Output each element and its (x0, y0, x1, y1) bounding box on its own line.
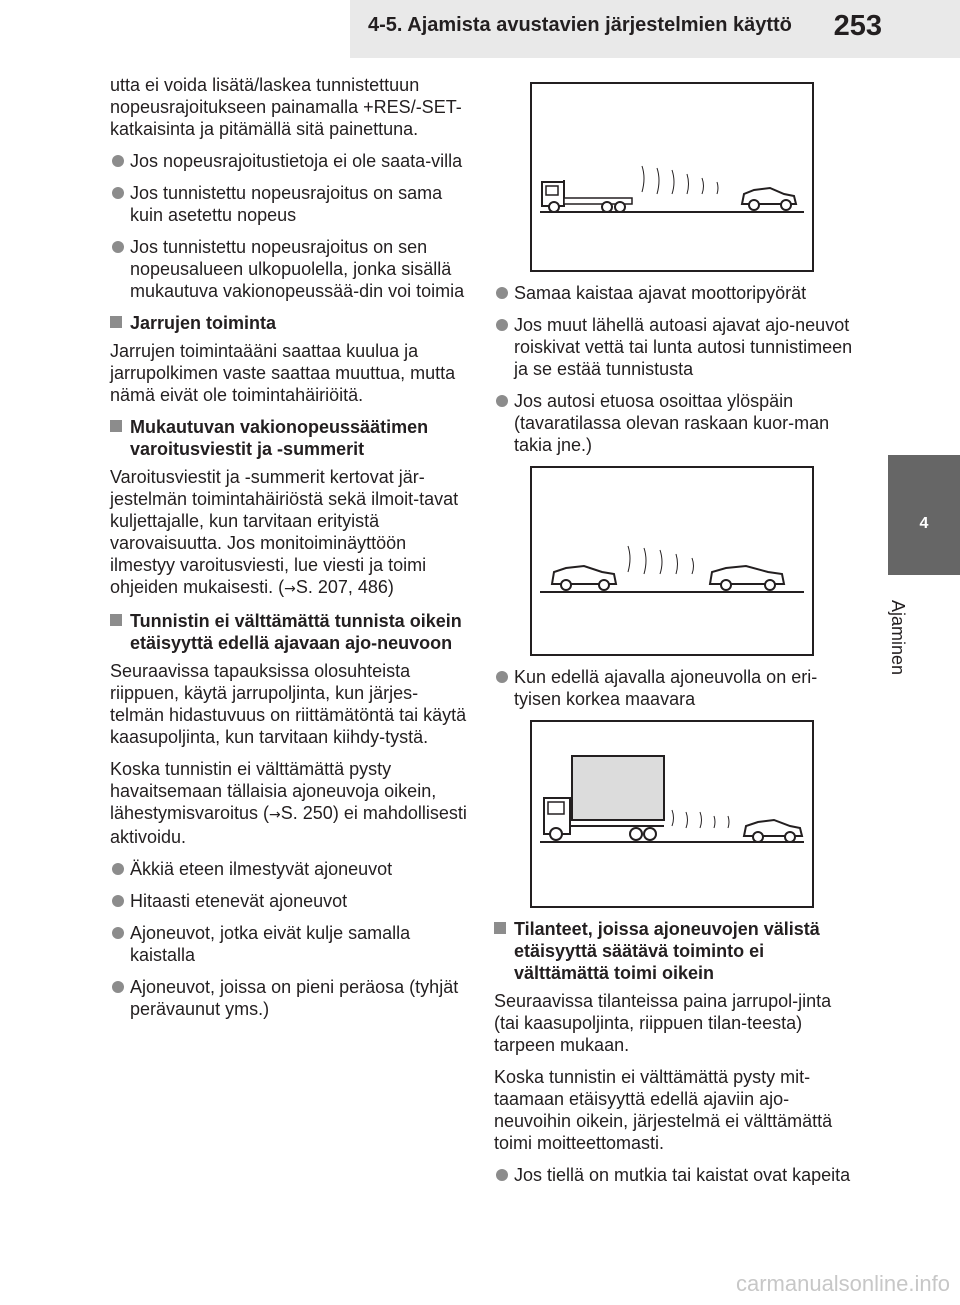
warnings-text: Varoitusviestit ja -summerit kertovat jär-jestelmän toimintahäiriöstä sekä ilmoit-tavat kuljettajalle, kun tarvitaan erityistä varovaisuutta. Jos monitoiminäyttöön ilmestyy varoitusviesti, lue viesti ja toimi ohjeiden mukaisesti. ( (110, 467, 459, 597)
heading-brakes: Jarrujen toiminta (110, 312, 470, 334)
list-item: Jos tiellä on mutkia tai kaistat ovat kapeita (494, 1164, 854, 1186)
illustration-high-clearance-truck (530, 720, 814, 908)
list-item: Kun edellä ajavalla ajoneuvolla on eri-tyisen korkea maavara (494, 666, 854, 710)
list-item: Ajoneuvot, joissa on pieni peräosa (tyhjät perävaunut yms.) (110, 976, 470, 1020)
section-title: 4-5. Ajamista avustavien järjestelmien käyttö (368, 14, 792, 36)
list-item: Jos autosi etuosa osoittaa ylöspäin (tavaratilassa olevan raskaan kuor-man takia jne.) (494, 390, 854, 456)
right-column (494, 82, 854, 1196)
reference-arrow-icon: → (284, 581, 296, 597)
list-item: Ajoneuvot, jotka eivät kulje samalla kaistalla (110, 922, 470, 966)
list-item: Jos tunnistettu nopeusrajoitus on sama kuin asetettu nopeus (110, 182, 470, 226)
two-cars-illustration (532, 468, 812, 654)
chapter-label: Ajaminen (888, 600, 908, 676)
truck-trailer-illustration (532, 84, 812, 270)
list-item: Äkkiä eteen ilmestyvät ajoneuvot (110, 858, 470, 880)
chapter-tab (888, 455, 960, 575)
heading-sensor: Tunnistin ei välttämättä tunnista oikein etäisyyttä edellä ajavaan ajo-neuvoon (110, 610, 470, 654)
page-header (0, 0, 960, 72)
sensor-text: Koska tunnistin ei välttämättä pysty havaitsemaan tällaisia ajoneuvoja oikein, lähestymisvaroitus ( (110, 759, 437, 823)
list-item: Jos tunnistettu nopeusrajoitus on sen nopeusalueen ulkopuolella, jonka sisällä mukautuva vakionopeussää-din voi toimia (110, 236, 470, 302)
list-item: Hitaasti etenevät ajoneuvot (110, 890, 470, 912)
reference-arrow-icon: → (269, 807, 281, 823)
heading-warnings: Mukautuvan vakionopeussäätimen varoitusviestit ja -summerit (110, 416, 470, 460)
high-clearance-truck-illustration (532, 722, 812, 906)
list-item: Jos muut lähellä autoasi ajavat ajo-neuvot roiskivat vettä tai lunta autosi tunnistimeen ja se estää tunnistusta (494, 314, 854, 380)
chapter-number: 4 (919, 515, 929, 532)
illustration-two-cars (530, 466, 814, 656)
page-number: 253 (833, 10, 882, 42)
situations-paragraph-1: Seuraavissa tilanteissa paina jarrupol-jinta (tai kaasupoljinta, riippuen tilan-teesta) tarpeen mukaan. (494, 991, 832, 1055)
list-item: Jos nopeusrajoitustietoja ei ole saata-villa (110, 150, 470, 172)
sensor-paragraph-1: Seuraavissa tapauksissa olosuhteista riippuen, käytä jarrupoljinta, kun järjes-telmän hidastuvuus on riittämätöntä tai käytä kaasupoljinta, kun tarvitaan kiihdy-tystä. (110, 661, 467, 747)
sensor-paragraph-2 (110, 758, 470, 848)
intro-paragraph: utta ei voida lisätä/laskea tunnistettuun nopeusrajoitukseen painamalla +RES/-SET-katkaisinta ja pitämällä sitä painettuna. (110, 75, 462, 139)
situations-paragraph-2: Koska tunnistin ei välttämättä pysty mit-taamaan etäisyyttä edellä ajaviin ajo-neuvoihin oikein, järjestelmä ei välttämättä toimi moitteettomasti. (494, 1067, 833, 1153)
footer-watermark: carmanualsonline.info (735, 1271, 950, 1296)
page-reference-link[interactable]: S. 207, 486) (295, 577, 394, 597)
brakes-paragraph: Jarrujen toimintaääni saattaa kuulua ja jarrupolkimen vaste saattaa muuttua, mutta nämä eivät ole toimintahäiriöitä. (110, 341, 456, 405)
left-column (110, 74, 470, 1030)
warnings-paragraph (110, 466, 470, 600)
illustration-truck-trailer (530, 82, 814, 272)
page-reference-link[interactable]: S. 250) ei mahdollisesti aktivoidu. (110, 803, 467, 847)
list-item: Samaa kaistaa ajavat moottoripyörät (494, 282, 854, 304)
heading-situations: Tilanteet, joissa ajoneuvojen välistä etäisyyttä säätävä toiminto ei välttämättä toimi oikein (494, 918, 854, 984)
